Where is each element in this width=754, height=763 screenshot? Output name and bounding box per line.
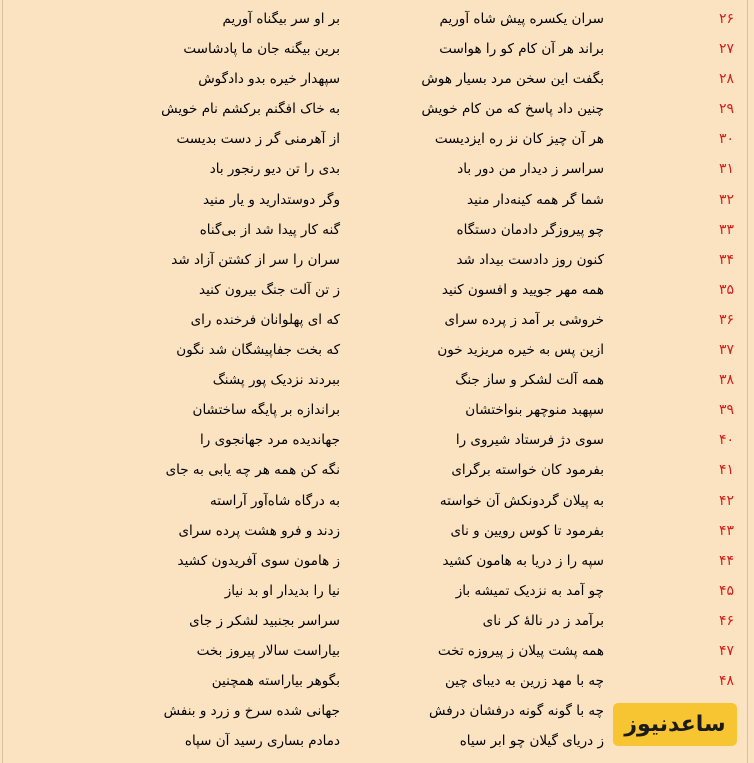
verse-second-hemistich: برین بیگنه جان ما پادشاست <box>183 41 340 58</box>
verse-row <box>0 4 754 34</box>
verse-number: ۲۶ <box>718 11 734 27</box>
verse-row <box>0 546 754 576</box>
verse-row <box>0 94 754 124</box>
verse-second-hemistich: براندازه بر پایگه ساختشان <box>192 402 340 419</box>
verse-first-hemistich: سپهبد منوچهر بنواختشان <box>465 402 604 419</box>
verse-row <box>0 215 754 245</box>
verse-number: ۳۴ <box>718 251 734 268</box>
verse-second-hemistich: سپهدار خیره بدو دادگوش <box>198 71 340 88</box>
verse-row <box>0 64 754 94</box>
verse-second-hemistich: ز تن آلت جنگ بیرون کنید <box>198 281 340 298</box>
verse-row <box>0 275 754 305</box>
verse-number: ۴۶ <box>718 612 734 629</box>
verse-first-hemistich: چو آمد به نزدیک تمیشه باز <box>455 582 604 599</box>
verse-second-hemistich: به خاک افگنم برکشم نام خویش <box>161 101 340 118</box>
verse-first-hemistich: چه با مهد زرین به دیبای چین <box>444 673 604 690</box>
verse-second-hemistich: نگه کن همه هر چه یابی به جای <box>165 462 340 479</box>
verse-second-hemistich: که ای پهلوانان فرخنده رای <box>190 311 340 328</box>
verse-second-hemistich: بدی را تن دیو رنجور باد <box>209 161 340 178</box>
verse-row <box>0 486 754 516</box>
verse-first-hemistich: همه پشت پیلان ز پیروزه تخت <box>437 642 604 659</box>
verse-row <box>0 185 754 215</box>
verse-first-hemistich: برآمد ز در نالهٔ کر نای <box>482 612 604 629</box>
verse-first-hemistich: سراسر ز دیدار من دور باد <box>457 161 604 178</box>
verse-first-hemistich: بگفت این سخن مرد بسیار هوش <box>421 71 604 88</box>
verse-second-hemistich: جهانی شده سرخ و زرد و بنفش <box>163 703 340 720</box>
verse-second-hemistich: ببردند نزدیک پور پشنگ <box>212 372 340 389</box>
verse-row <box>0 576 754 606</box>
verse-second-hemistich: بیاراست سالار پیروز بخت <box>196 642 340 659</box>
verse-second-hemistich: گنه کار پیدا شد از بی‌گناه <box>199 221 340 238</box>
verse-number: ۳۵ <box>718 281 734 298</box>
verse-second-hemistich: سران را سر از کشتن آزاد شد <box>171 251 340 268</box>
verse-number: ۴۱ <box>718 462 734 479</box>
verse-row <box>0 606 754 636</box>
verse-first-hemistich: ز دریای گیلان چو ابر سیاه <box>459 733 604 750</box>
verse-second-hemistich: ز هامون سوی آفریدون کشید <box>177 552 340 569</box>
verse-number: ۴۵ <box>718 582 734 599</box>
verse-first-hemistich: براند هر آن کام کو را هواست <box>439 41 604 58</box>
verse-row <box>0 455 754 485</box>
verse-first-hemistich: همه مهر جویید و افسون کنید <box>441 281 604 298</box>
verse-row <box>0 516 754 546</box>
verse-second-hemistich: جهاندیده مرد جهانجوی را <box>200 432 340 449</box>
verse-second-hemistich: به درگاه شاه‌آور آراسته <box>210 492 340 509</box>
verse-number: ۴۲ <box>718 492 734 509</box>
verse-first-hemistich: چه با گونه گونه درفشان درفش <box>429 703 604 720</box>
verse-number: ۳۹ <box>718 402 734 419</box>
verse-second-hemistich: که بخت جفاپیشگان شد نگون <box>176 342 340 359</box>
verse-list <box>0 4 754 756</box>
verse-second-hemistich: دمادم بساری رسید آن سپاه <box>184 733 340 750</box>
verse-first-hemistich: بفرمود تا کوس رویین و نای <box>450 522 604 539</box>
verse-number: ۴۷ <box>718 642 734 659</box>
verse-row <box>0 34 754 64</box>
verse-row <box>0 636 754 666</box>
verse-second-hemistich: بگوهر بیاراسته همچنین <box>211 673 340 690</box>
verse-row <box>0 154 754 184</box>
verse-number: ۳۲ <box>718 191 734 208</box>
verse-number: ۴۳ <box>718 522 734 539</box>
site-logo: ساعدنیوز <box>613 703 737 746</box>
verse-first-hemistich: چو پیروزگر دادمان دستگاه <box>456 221 604 238</box>
verse-number: ۴۴ <box>718 552 734 569</box>
verse-number: ۳۶ <box>718 311 734 328</box>
verse-number: ۲۹ <box>718 101 734 118</box>
verse-second-hemistich: وگر دوستدارید و یار منید <box>202 191 340 208</box>
verse-second-hemistich: نیا را بدیدار او بد نیاز <box>224 582 340 599</box>
verse-first-hemistich: به پیلان گردونکش آن خواسته <box>439 492 604 509</box>
verse-row <box>0 305 754 335</box>
verse-first-hemistich: همه آلت لشکر و ساز جنگ <box>455 372 604 389</box>
verse-first-hemistich: سوی دژ فرستاد شیروی را <box>455 432 604 449</box>
verse-row <box>0 365 754 395</box>
verse-first-hemistich: سران یکسره پیش شاه آوریم <box>439 11 604 27</box>
verse-number: ۳۰ <box>718 131 734 148</box>
verse-first-hemistich: خروشی بر آمد ز پرده سرای <box>444 311 604 328</box>
verse-first-hemistich: کنون روز دادست بیداد شد <box>456 251 604 268</box>
verse-number: ۳۱ <box>718 161 734 178</box>
verse-first-hemistich: بفرمود کان خواسته برگرای <box>451 462 604 479</box>
verse-number: ۲۷ <box>718 41 734 58</box>
verse-row <box>0 395 754 425</box>
verse-number: ۳۳ <box>718 221 734 238</box>
verse-number: ۳۸ <box>718 372 734 389</box>
verse-second-hemistich: سراسر بجنبید لشکر ز جای <box>189 612 340 629</box>
verse-number: ۴۸ <box>718 673 734 690</box>
verse-number: ۳۷ <box>718 342 734 359</box>
verse-first-hemistich: شما گر همه کینه‌دار منید <box>467 191 604 208</box>
verse-first-hemistich: چنین داد پاسخ که من کام خویش <box>421 101 604 118</box>
verse-second-hemistich: بر او سر بیگناه آوریم <box>222 11 340 27</box>
verse-number: ۲۸ <box>718 71 734 88</box>
verse-row <box>0 245 754 275</box>
verse-second-hemistich: از آهرمنی گر ز دست بدیست <box>176 131 340 148</box>
verse-number: ۴۰ <box>718 432 734 449</box>
verse-row <box>0 425 754 455</box>
verse-row <box>0 335 754 365</box>
verse-row <box>0 666 754 696</box>
verse-second-hemistich: زدند و فرو هشت پرده سرای <box>178 522 340 539</box>
verse-first-hemistich: سپه را ز دریا به هامون کشید <box>442 552 604 569</box>
verse-first-hemistich: هر آن چیز کان نز ره ایزدیست <box>434 131 604 148</box>
verse-first-hemistich: ازین پس به خیره مریزید خون <box>437 342 604 359</box>
verse-row <box>0 124 754 154</box>
